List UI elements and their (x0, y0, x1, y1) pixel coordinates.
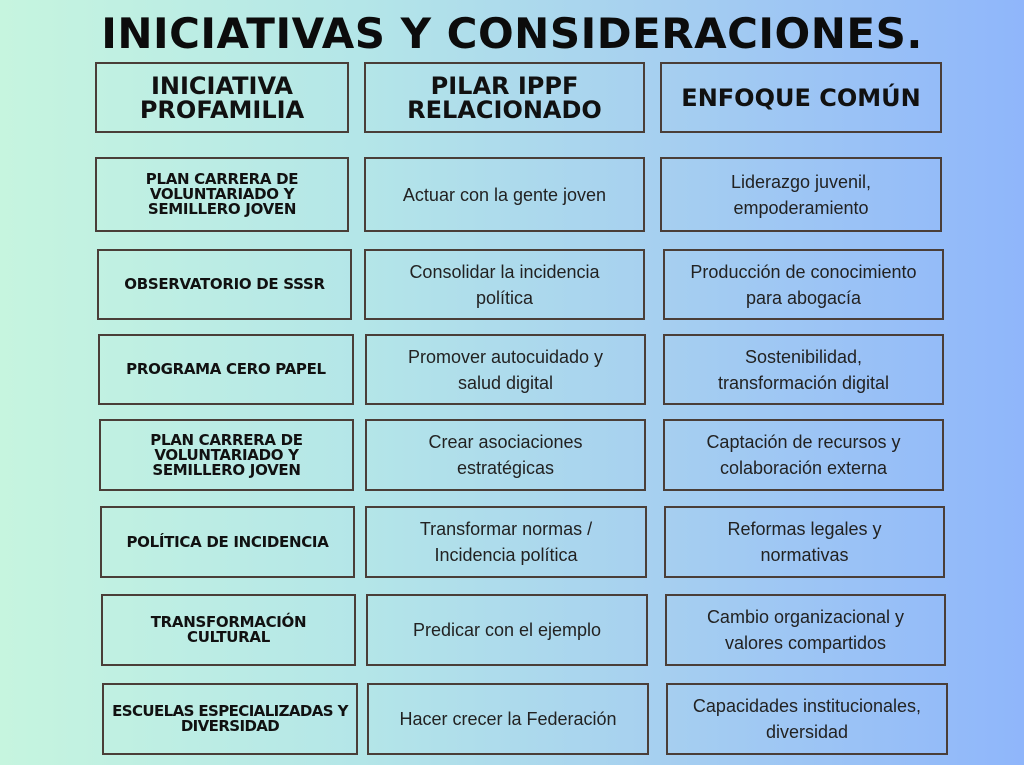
table-row-2-iniciativa (97, 249, 352, 320)
table-row-1-pilar (364, 157, 645, 232)
table-row-5-pilar (365, 506, 647, 578)
table-row-3-enfoque (663, 334, 944, 405)
page-title: INICIATIVAS Y CONSIDERACIONES. (101, 9, 923, 58)
table-row-4-enfoque (663, 419, 944, 491)
table-row-4-iniciativa (99, 419, 354, 491)
table-row-1-iniciativa (95, 157, 349, 232)
iniciativa-label: TRANSFORMACIÓN CULTURAL (150, 613, 307, 646)
table-row-6-iniciativa (101, 594, 356, 666)
header-enfoque (660, 62, 942, 133)
table-row-1-enfoque (660, 157, 942, 232)
header-iniciativa (95, 62, 349, 133)
enfoque-label: Producción de conocimiento para abogacía (690, 261, 917, 308)
pilar-label: Predicar con el ejemplo (412, 620, 602, 640)
enfoque-label: Reformas legales y normativas (727, 519, 882, 565)
iniciativa-label: PLAN CARRERA DE VOLUNTARIADO Y SEMILLERO JOVEN (145, 170, 299, 218)
iniciativa-label: OBSERVATORIO DE SSSR (124, 275, 325, 293)
iniciativa-label: PLAN CARRERA DE VOLUNTARIADO Y SEMILLERO JOVEN (150, 430, 303, 479)
pilar-label: Actuar con la gente joven (402, 184, 607, 205)
table-row-7-enfoque (666, 683, 948, 755)
iniciativa-label: ESCUELAS ESPECIALIZADAS Y DIVERSIDAD (112, 702, 348, 735)
pilar-label: Hacer crecer la Federación (399, 709, 617, 729)
pilar-label: Transformar normas / Incidencia política (419, 519, 593, 565)
table-row-4-pilar (365, 419, 646, 491)
pilar-label: Promover autocuidado y salud digital (407, 346, 604, 393)
enfoque-label: Liderazgo juvenil, empoderamiento (730, 171, 872, 218)
table-row-5-iniciativa (100, 506, 355, 578)
header-pilar-label: PILAR IPPF RELACIONADO (407, 71, 602, 124)
table-row-6-enfoque (665, 594, 946, 666)
table-row-3-iniciativa (98, 334, 354, 405)
enfoque-label: Capacidades institucionales, diversidad (692, 696, 922, 742)
iniciativa-label: PROGRAMA CERO PAPEL (126, 360, 326, 378)
iniciativa-label: POLÍTICA DE INCIDENCIA (126, 532, 329, 551)
table-row-7-pilar (367, 683, 649, 755)
enfoque-label: Sostenibilidad, transformación digital (717, 346, 890, 393)
table-row-2-enfoque (663, 249, 944, 320)
table-row-5-enfoque (664, 506, 945, 578)
header-pilar (364, 62, 645, 133)
pilar-label: Consolidar la incidencia política (409, 261, 600, 308)
header-enfoque-label: ENFOQUE COMÚN (681, 83, 921, 112)
table-row-2-pilar (364, 249, 645, 320)
table-row-3-pilar (365, 334, 646, 405)
header-iniciativa-label: INICIATIVA PROFAMILIA (139, 71, 305, 124)
enfoque-label: Cambio organizacional y valores compartidos (706, 607, 905, 653)
enfoque-label: Captación de recursos y colaboración externa (706, 432, 901, 478)
table-row-7-iniciativa (102, 683, 358, 755)
pilar-label: Crear asociaciones estratégicas (428, 432, 583, 478)
table-row-6-pilar (366, 594, 648, 666)
